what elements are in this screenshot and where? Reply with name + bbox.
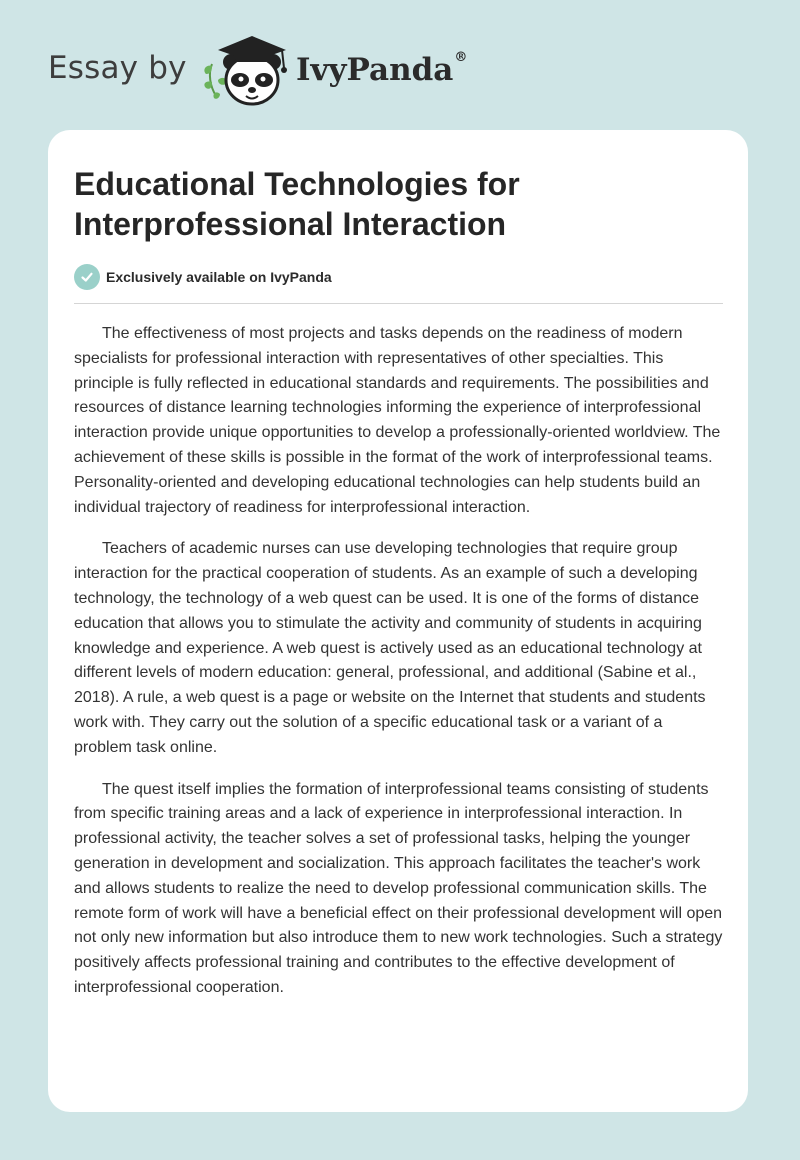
exclusive-badge <box>74 264 332 290</box>
paragraph: The quest itself implies the formation of interprofessional teams consisting of students from specific training areas and a lack of experience in interprofessional interaction. In professional activity, the teacher solves a set of professional tasks, helping the younger generation in development and socialization. This approach facilitates the teacher's work and allows students to realize the need to develop professional communication skills. The remote form of work will have a beneficial effect on their professional development will open not only new information but also introduce them to new work technologies. Such a strategy positively affects professional training and contributes to the effective development of interprofessional cooperation. <box>74 780 723 996</box>
essay-card <box>48 130 748 1112</box>
check-icon <box>74 264 100 290</box>
essay-body <box>74 322 724 1018</box>
brand-name[interactable]: IvyPanda® <box>296 50 468 88</box>
essay-by-label: Essay by <box>48 50 187 86</box>
exclusive-label: Exclusively available on IvyPanda <box>106 269 332 285</box>
paragraph: Teachers of academic nurses can use developing technologies that require group interaction for the practical cooperation of students. As an example of such a developing technology, the technology of a web quest can be used. It is one of the forms of distance education that allows you to stimulate the activity and community of students in acquiring knowledge and experience. A web quest is actively used as an educational technology at different levels of modern education: general, professional, and additional (Sabine et al., 2018). A rule, a web quest is a page or website on the Internet that students and students work with. They carry out the solution of a specific educational task or a variant of a problem task online. <box>74 540 706 756</box>
paragraph: The effectiveness of most projects and tasks depends on the readiness of modern specialists for professional interaction with representatives of other specialties. This principle is fully reflected in educational standards and requirements. The possibilities and resources of distance learning technologies informing the experience of interprofessional interaction provide unique opportunities to develop a professionally-oriented worldview. The achievement of these skills is possible in the format of the work of interprofessional teams. Personality-oriented and developing educational technologies can help students build an individual trajectory of readiness for interprofessional interaction. <box>74 325 721 516</box>
site-header <box>0 0 800 130</box>
page-title: Educational Technologies for Interprofessional Interaction <box>74 166 520 242</box>
divider <box>74 303 723 304</box>
panda-graduate-icon[interactable] <box>200 34 296 110</box>
